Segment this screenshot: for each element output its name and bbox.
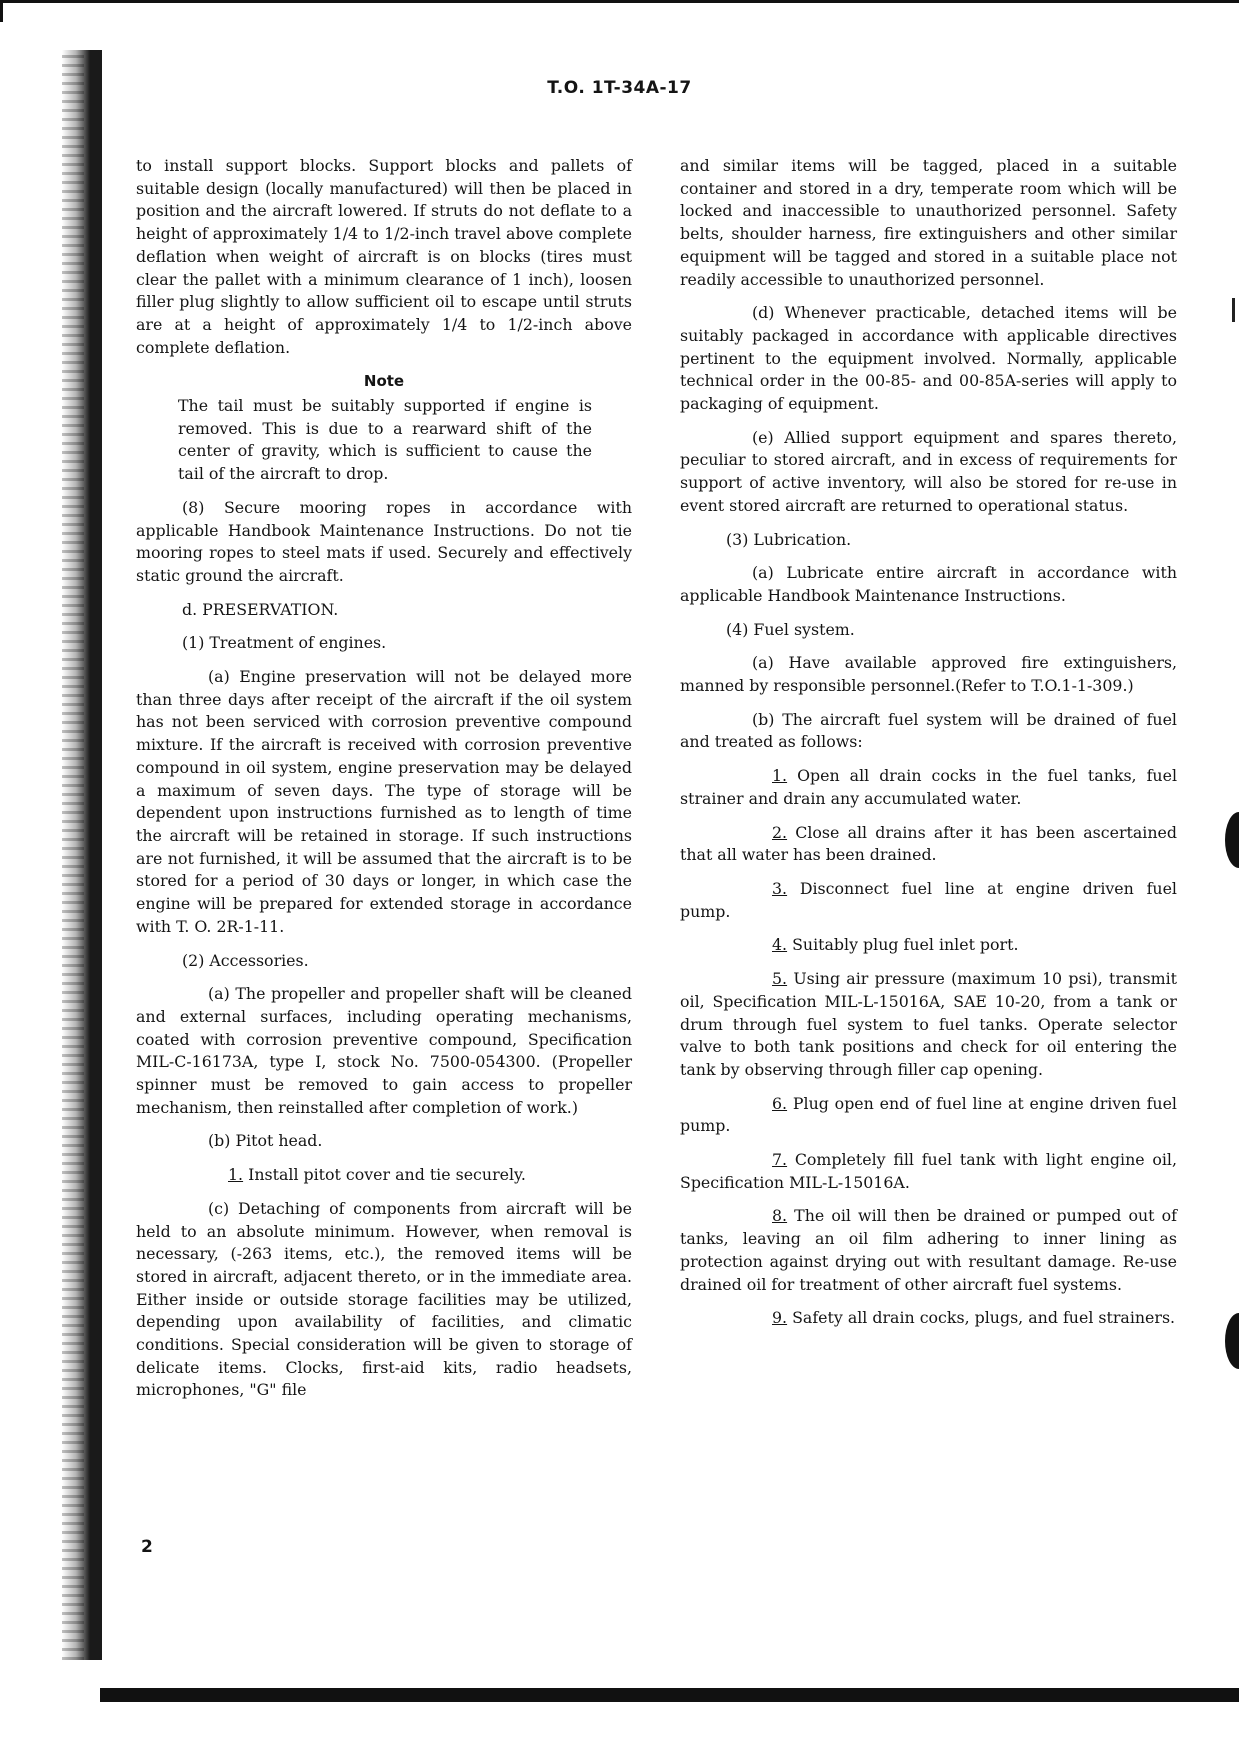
paragraph-propeller: (a) The propeller and propeller shaft will be cleaned and external surfaces, including operating mechanisms, coated with corrosion preventive compound, Specification MIL-C-16173A, type I, stock No. 7500-054300. (Propeller spinner must be removed to gain access to propeller mechanism, then reinstalled after completion of work.): [136, 984, 632, 1117]
step-item: [680, 1205, 1177, 1296]
step-item: [680, 822, 1177, 867]
paragraph-detaching-components: (c) Detaching of components from aircraft will be held to an absolute minimum. However, when removal is necessary, (-263 items, etc.), the removed items will be stored in aircraft, adjacent thereto, or in the immediate area. Either inside or outside storage facilities may be utilized, depending upon availability of facilities, and climatic conditions. Special consideration will be given to storage of delicate items. Clocks, first-aid kits, radio headsets, microphones, "G" file: [136, 1198, 632, 1400]
step-text: Disconnect fuel line at engine driven fuel pump.: [680, 878, 1177, 921]
document-number: T.O. 1T-34A-17: [547, 78, 692, 98]
punch-hole: [1225, 1313, 1239, 1369]
step-text: Suitably plug fuel inlet port.: [787, 935, 1019, 955]
step-text: Plug open end of fuel line at engine driven fuel pump.: [680, 1093, 1177, 1136]
paragraph-engine-preservation: (a) Engine preservation will not be delayed more than three days after receipt of the aircraft if the oil system has not been serviced with corrosion preventive compound mixture. If the aircraft is received with corrosion preventive compound in oil system, engine preservation may be delayed a maximum of seven days. The type of storage will be dependent upon instructions furnished as to length of time the aircraft will be retained in storage. If such instructions are not furnished, it will be assumed that the aircraft is to be stored for a period of 30 days or longer, in which case the engine will be prepared for extended storage in accordance with T. O. 2R-1-11.: [136, 667, 632, 936]
paragraph-mooring-ropes: (8) Secure mooring ropes in accordance with applicable Handbook Maintenance Instructions. Do not tie mooring ropes to steel mats if used. Securely and effectively static ground the aircraft.: [136, 497, 632, 585]
step-pitot-cover: [136, 1164, 632, 1187]
step-item: [680, 1307, 1177, 1330]
item-lubrication: (3) Lubrication.: [726, 529, 852, 549]
item-pitot-head: (b) Pitot head.: [208, 1131, 323, 1151]
note-title: Note: [363, 372, 405, 391]
step-item: [680, 878, 1177, 923]
step-item: [680, 1149, 1177, 1194]
page-number: 2: [141, 1537, 153, 1557]
step-text: The oil will then be drained or pumped out of tanks, leaving an oil film adhering to inner lining as protection against drying out with resultant damage. Re-use drained oil for treatment of other aircraft fuel systems.: [680, 1206, 1177, 1294]
bottom-border-rule: [100, 1688, 1239, 1702]
section-heading-preservation: d. PRESERVATION.: [182, 599, 339, 619]
step-text: Using air pressure (maximum 10 psi), transmit oil, Specification MIL-L-15016A, SAE 10-20, from a tank or drum through fuel system to fuel tanks. Operate selector valve to both tank positions and check for oil entering the tank by observing through filler cap opening.: [680, 969, 1177, 1079]
step-item: [680, 765, 1177, 810]
step-number: 7.: [772, 1150, 788, 1170]
step-number: 4.: [772, 935, 788, 955]
step-text: Safety all drain cocks, plugs, and fuel strainers.: [787, 1308, 1176, 1328]
step-item: [680, 934, 1177, 957]
step-text: Completely fill fuel tank with light engine oil, Specification MIL-L-15016A.: [680, 1150, 1177, 1192]
paragraph-fuel-drained: (b) The aircraft fuel system will be drained of fuel and treated as follows:: [680, 709, 1177, 752]
item-accessories: (2) Accessories.: [182, 950, 309, 970]
left-column: [136, 155, 632, 1413]
paragraph-continued-items: and similar items will be tagged, placed in a suitable container and stored in a dry, temperate room which will be locked and inaccessible to unauthorized personnel. Safety belts, shoulder harness, fire extinguishers and other similar equipment will be tagged and stored in a suitable place not readily accessible to unauthorized personnel.: [680, 156, 1177, 289]
step-number: 3.: [772, 878, 788, 898]
paragraph-lubricate: (a) Lubricate entire aircraft in accordance with applicable Handbook Maintenance Instructions.: [680, 563, 1177, 605]
step-number: 1.: [228, 1165, 244, 1185]
item-treatment-of-engines: (1) Treatment of engines.: [182, 633, 387, 653]
step-item: [680, 968, 1177, 1082]
paragraph-packaging: (d) Whenever practicable, detached items will be suitably packaged in accordance with applicable directives pertinent to the equipment involved. Normally, applicable technical order in the 00-85- and 00-85A-series will apply to packaging of equipment.: [680, 303, 1177, 414]
right-column: [680, 155, 1177, 1341]
step-text: Install pitot cover and tie securely.: [243, 1165, 526, 1185]
step-number: 5.: [772, 969, 788, 989]
step-number: 1.: [772, 766, 788, 786]
step-text: Close all drains after it has been ascertained that all water has been drained.: [680, 822, 1177, 865]
change-bar: [1232, 298, 1235, 322]
step-item: [680, 1093, 1177, 1138]
paragraph-allied-support: (e) Allied support equipment and spares thereto, peculiar to stored aircraft, and in excess of requirements for support of active inventory, will also be stored for re-use in event stored aircraft are returned to operational status.: [680, 427, 1177, 515]
top-border-rule: [0, 0, 1239, 3]
step-text: Open all drain cocks in the fuel tanks, fuel strainer and drain any accumulated water.: [680, 766, 1177, 808]
scanned-binding-edge: [62, 50, 102, 1660]
step-number: 2.: [772, 822, 788, 842]
paragraph-support-blocks: to install support blocks. Support blocks and pallets of suitable design (locally manufactured) will then be placed in position and the aircraft lowered. If struts do not deflate to a height of approximately 1/4 to 1/2-inch travel above complete deflation when weight of aircraft is on blocks (tires must clear the pallet with a minimum clearance of 1 inch), loosen filler plug slightly to allow sufficient oil to escape until struts are at a height of approximately 1/4 to 1/2-inch above complete deflation.: [136, 156, 632, 357]
item-fuel-system: (4) Fuel system.: [726, 619, 855, 639]
punch-hole: [1225, 812, 1239, 868]
step-number: 8.: [772, 1206, 788, 1226]
note-body: The tail must be suitably supported if engine is removed. This is due to a rearward shift of the center of gravity, which is sufficient to cause the tail of the aircraft to drop.: [178, 396, 592, 484]
step-number: 9.: [772, 1308, 788, 1328]
corner-mark: [0, 0, 3, 22]
step-number: 6.: [772, 1093, 788, 1113]
paragraph-fire-extinguishers: (a) Have available approved fire extinguishers, manned by responsible personnel.(Refer to T.O.1-1-309.): [680, 653, 1177, 696]
